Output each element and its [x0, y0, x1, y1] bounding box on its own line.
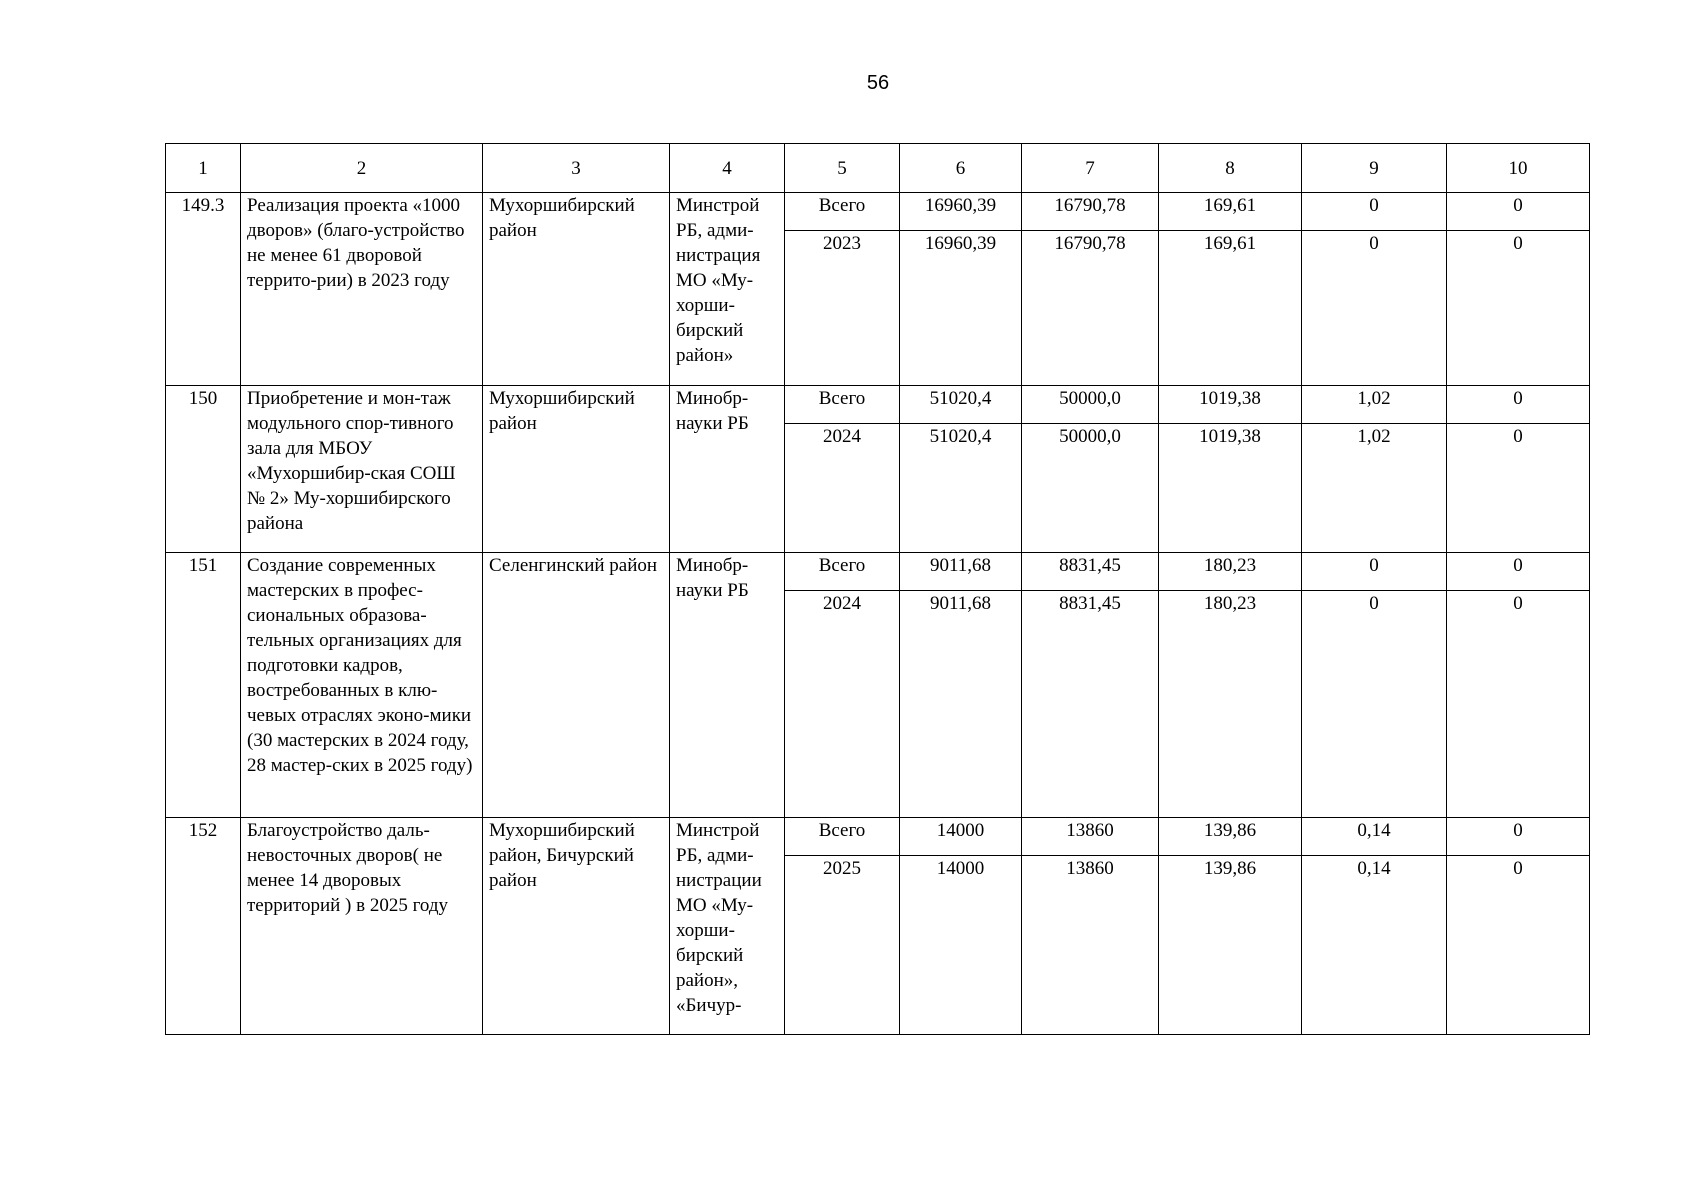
measure-name: Благоустройство даль-невосточных дворов( не менее 14 дворовых территорий ) в 2025 году: [241, 818, 483, 1035]
value-col7: 16790,78: [1022, 231, 1159, 386]
value-col10: 0: [1447, 231, 1590, 386]
value-col9: 1,02: [1302, 424, 1447, 553]
measure-name: Создание современных мастерских в профес-сиональных образова-тельных организациях для подготовки кадров, востребованных в клю-чевых отраслях эконо-мики (30 мастерских в 2024 году, 28 мастер-ских в 2025 году): [241, 553, 483, 818]
value-col9: 0,14: [1302, 856, 1447, 1035]
table-row: [166, 386, 1590, 424]
row-number: 152: [166, 818, 241, 1035]
table-row: [166, 818, 1590, 856]
value-col7: 50000,0: [1022, 386, 1159, 424]
row-number: 149.3: [166, 193, 241, 386]
budget-table: [165, 143, 1590, 1035]
executor: Минобр-науки РБ: [670, 386, 785, 553]
column-header: 4: [670, 144, 785, 193]
period: 2025: [785, 856, 900, 1035]
location: Селенгинский район: [483, 553, 670, 818]
value-col8: 139,86: [1159, 818, 1302, 856]
column-header: 7: [1022, 144, 1159, 193]
period: Всего: [785, 193, 900, 231]
period: 2024: [785, 424, 900, 553]
column-header: 2: [241, 144, 483, 193]
value-col10: 0: [1447, 856, 1590, 1035]
table-row: [166, 553, 1590, 591]
table-row: [166, 193, 1590, 231]
page-number: 56: [866, 72, 890, 94]
value-col10: 0: [1447, 386, 1590, 424]
value-col10: 0: [1447, 591, 1590, 818]
value-col8: 180,23: [1159, 591, 1302, 818]
value-col9: 0: [1302, 193, 1447, 231]
measure-name: Реализация проекта «1000 дворов» (благо-устройство не менее 61 дворовой террито-рии) в 2023 году: [241, 193, 483, 386]
value-col7: 16790,78: [1022, 193, 1159, 231]
value-col6: 14000: [900, 856, 1022, 1035]
value-col7: 8831,45: [1022, 591, 1159, 818]
value-col10: 0: [1447, 193, 1590, 231]
column-header: 8: [1159, 144, 1302, 193]
value-col7: 50000,0: [1022, 424, 1159, 553]
value-col9: 1,02: [1302, 386, 1447, 424]
value-col6: 9011,68: [900, 553, 1022, 591]
measure-name: Приобретение и мон-таж модульного спор-тивного зала для МБОУ «Мухоршибир-ская СОШ № 2» Му-хоршибирского района: [241, 386, 483, 553]
value-col6: 9011,68: [900, 591, 1022, 818]
column-header: 3: [483, 144, 670, 193]
value-col6: 16960,39: [900, 231, 1022, 386]
value-col10: 0: [1447, 424, 1590, 553]
value-col6: 51020,4: [900, 386, 1022, 424]
column-header: 6: [900, 144, 1022, 193]
column-header: 1: [166, 144, 241, 193]
value-col10: 0: [1447, 818, 1590, 856]
value-col6: 16960,39: [900, 193, 1022, 231]
value-col7: 8831,45: [1022, 553, 1159, 591]
period: Всего: [785, 818, 900, 856]
column-header: 10: [1447, 144, 1590, 193]
value-col9: 0: [1302, 553, 1447, 591]
value-col10: 0: [1447, 553, 1590, 591]
period: 2023: [785, 231, 900, 386]
value-col6: 51020,4: [900, 424, 1022, 553]
location: Мухоршибирский район: [483, 193, 670, 386]
location: Мухоршибирский район: [483, 386, 670, 553]
location: Мухоршибирский район, Бичурский район: [483, 818, 670, 1035]
column-header: 9: [1302, 144, 1447, 193]
row-number: 150: [166, 386, 241, 553]
value-col9: 0: [1302, 591, 1447, 818]
table-header-row: [166, 144, 1590, 193]
executor: Минстрой РБ, адми-нистрации МО «Му-хорши-бирский район», «Бичур-: [670, 818, 785, 1035]
period: 2024: [785, 591, 900, 818]
value-col8: 169,61: [1159, 231, 1302, 386]
value-col7: 13860: [1022, 818, 1159, 856]
value-col6: 14000: [900, 818, 1022, 856]
value-col8: 180,23: [1159, 553, 1302, 591]
row-number: 151: [166, 553, 241, 818]
executor: Минстрой РБ, адми-нистрация МО «Му-хорши-бирский район»: [670, 193, 785, 386]
period: Всего: [785, 386, 900, 424]
value-col8: 1019,38: [1159, 424, 1302, 553]
executor: Минобр-науки РБ: [670, 553, 785, 818]
value-col8: 169,61: [1159, 193, 1302, 231]
value-col8: 139,86: [1159, 856, 1302, 1035]
period: Всего: [785, 553, 900, 591]
column-header: 5: [785, 144, 900, 193]
value-col8: 1019,38: [1159, 386, 1302, 424]
value-col9: 0,14: [1302, 818, 1447, 856]
value-col9: 0: [1302, 231, 1447, 386]
value-col7: 13860: [1022, 856, 1159, 1035]
